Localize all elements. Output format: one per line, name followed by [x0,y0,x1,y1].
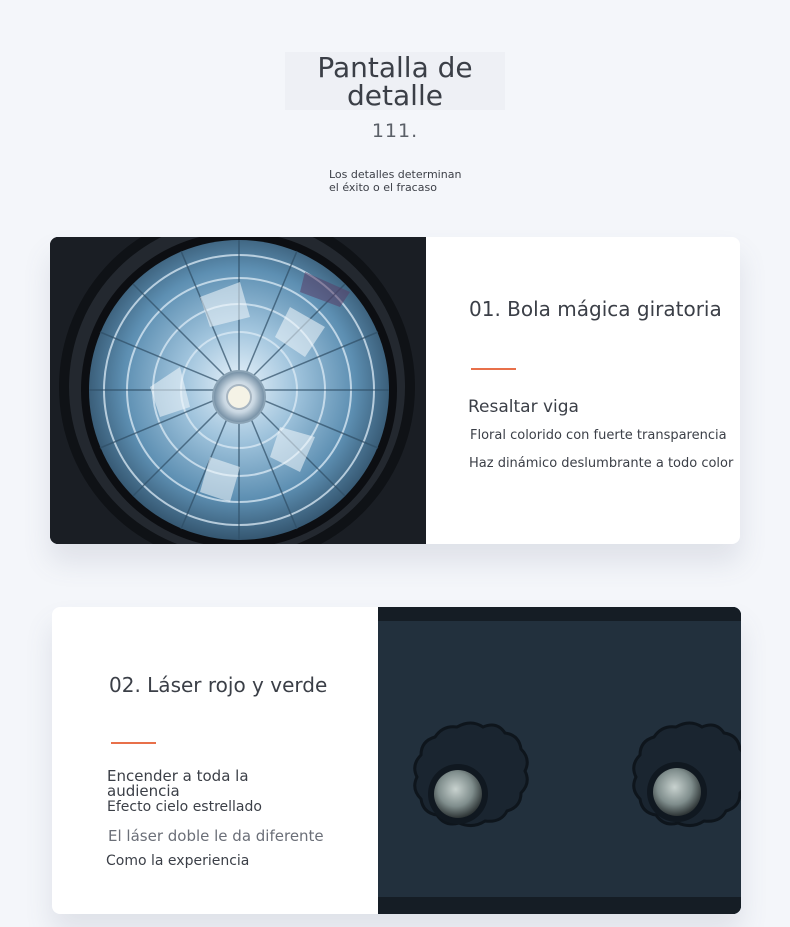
page-number: 111. [371,120,419,142]
feature-card-laser [52,607,741,914]
feature-description-line: El láser doble le da diferente [108,827,324,845]
feature-description-line: Floral colorido con fuerte transparencia [470,428,727,443]
page-subtitle-line2: el éxito o el fracaso [329,181,437,194]
feature-description-line: Efecto cielo estrellado [107,799,262,815]
feature-card-rotating-ball [50,237,740,544]
feature-title: 02. Láser rojo y verde [109,673,328,697]
feature-description-line: Como la experiencia [106,853,250,869]
feature-title: 01. Bola mágica giratoria [469,297,722,321]
feature-text-1 [426,237,740,544]
page-title-line1: Pantalla de [317,51,473,84]
feature-text-2 [52,607,378,914]
page-title [285,52,505,110]
accent-divider [111,742,156,744]
crystal-ball-lens-icon [50,237,426,544]
feature-description-line: Haz dinámico deslumbrante a todo color [469,456,734,471]
page-subtitle [329,168,469,194]
accent-divider [471,368,516,370]
page-title-line2: detalle [347,79,443,112]
page-subtitle-line1: Los detalles determinan [329,168,462,181]
feature-subtitle: Resaltar viga [468,397,579,417]
laser-ports-icon [378,607,741,914]
feature-subtitle: Encender a toda la audiencia [107,767,249,800]
